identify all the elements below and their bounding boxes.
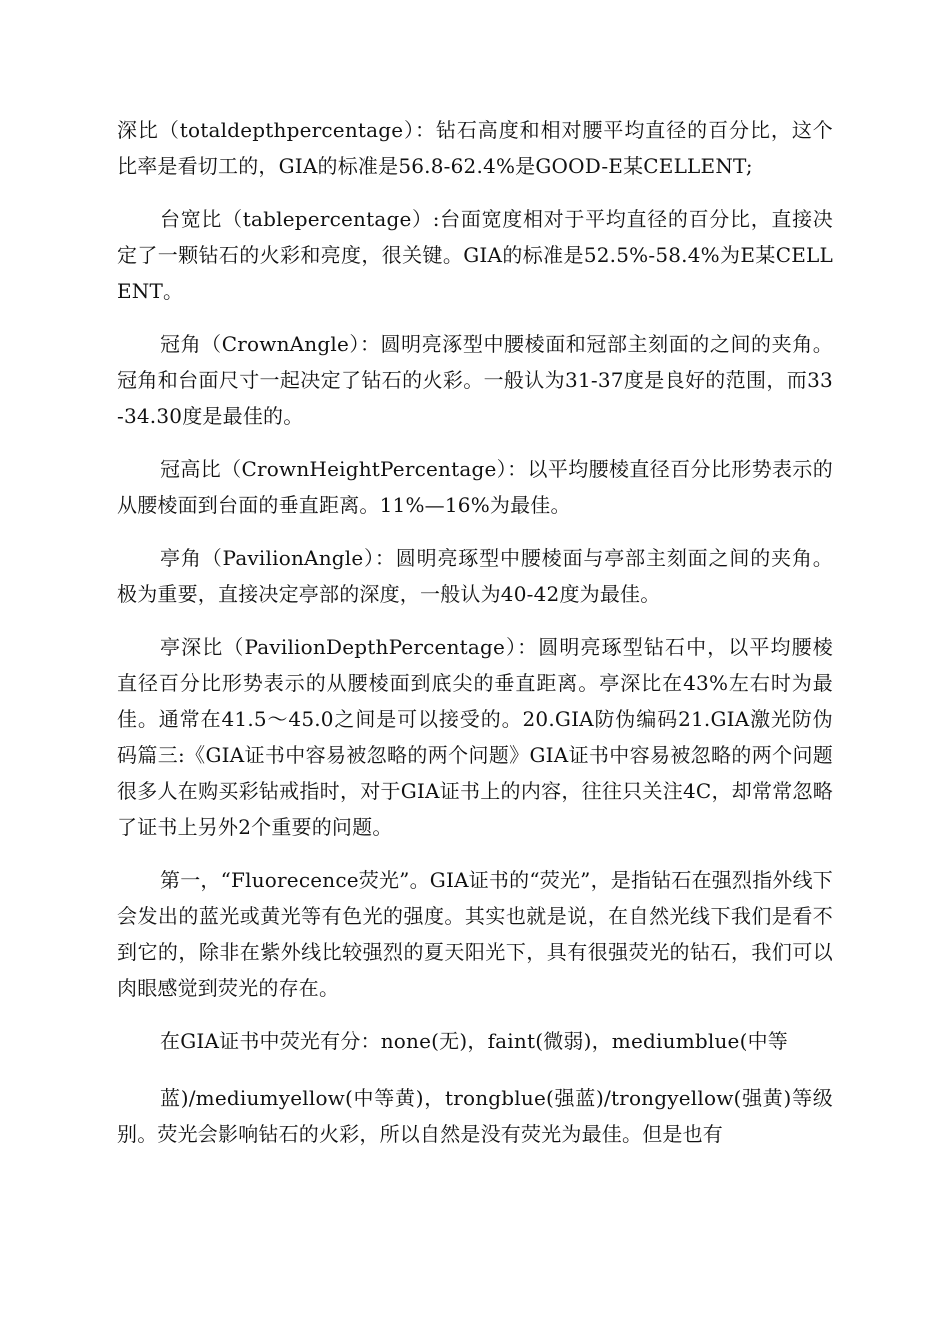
document-body [117, 112, 833, 1169]
paragraph-pavilion-depth: 亭深比（PavilionDepthPercentage）：圆明亮琢型钻石中，以平均腰棱直径百分比形势表示的从腰棱面到底尖的垂直距离。亭深比在43%左右时为最佳。通常在41.5～45.0之间是可以接受的。20.GIA防伪编码21.GIA激光防伪码篇三:《GIA证书中容易被忽略的两个问题》GIA证书中容易被忽略的两个问题很多人在购买彩钻戒指时，对于GIA证书上的内容，往往只关注4C，却常常忽略了证书上另外2个重要的问题。 [117, 635, 833, 839]
paragraph-pavilion-angle: 亭角（PavilionAngle）：圆明亮琢型中腰棱面与亭部主刻面之间的夹角。极为重要，直接决定亭部的深度，一般认为40-42度为最佳。 [117, 546, 833, 606]
paragraph-crown-angle: 冠角（CrownAngle）：圆明亮涿型中腰棱面和冠部主刻面的之间的夹角。冠角和台面尺寸一起决定了钻石的火彩。一般认为31-37度是良好的范围，而33-34.30度是最佳的。 [117, 332, 833, 428]
paragraph-total-depth: 深比（totaldepthpercentage）：钻石高度和相对腰平均直径的百分比，这个比率是看切工的，GIA的标准是56.8-62.4%是GOOD-E某CELLENT; [117, 118, 833, 178]
paragraph-fluorescence-grades-start: 在GIA证书中荧光有分：none(无)，faint(微弱)，mediumblue(中等 [160, 1029, 788, 1053]
paragraph-fluorescence-grades-cont: 蓝)/mediumyellow(中等黄)，trongblue(强蓝)/trongyellow(强黄)等级别。荧光会影响钻石的火彩，所以自然是没有荧光为最佳。但是也有 [117, 1086, 833, 1146]
paragraph-fluorescence: 第一，“Fluorecence荧光”。GIA证书的“荧光”，是指钻石在强烈指外线下会发出的蓝光或黄光等有色光的强度。其实也就是说，在自然光线下我们是看不到它的，除非在紫外线比较强烈的夏天阳光下，具有很强荧光的钻石，我们可以肉眼感觉到荧光的存在。 [117, 868, 833, 1000]
paragraph-crown-height: 冠高比（CrownHeightPercentage）：以平均腰棱直径百分比形势表示的从腰棱面到台面的垂直距离。11%—16%为最佳。 [117, 457, 833, 517]
paragraph-table-percentage: 台宽比（tablepercentage）:台面宽度相对于平均直径的百分比，直接决定了一颗钻石的火彩和亮度，很关键。GIA的标准是52.5%-58.4%为E某CELLENT。 [117, 207, 833, 303]
